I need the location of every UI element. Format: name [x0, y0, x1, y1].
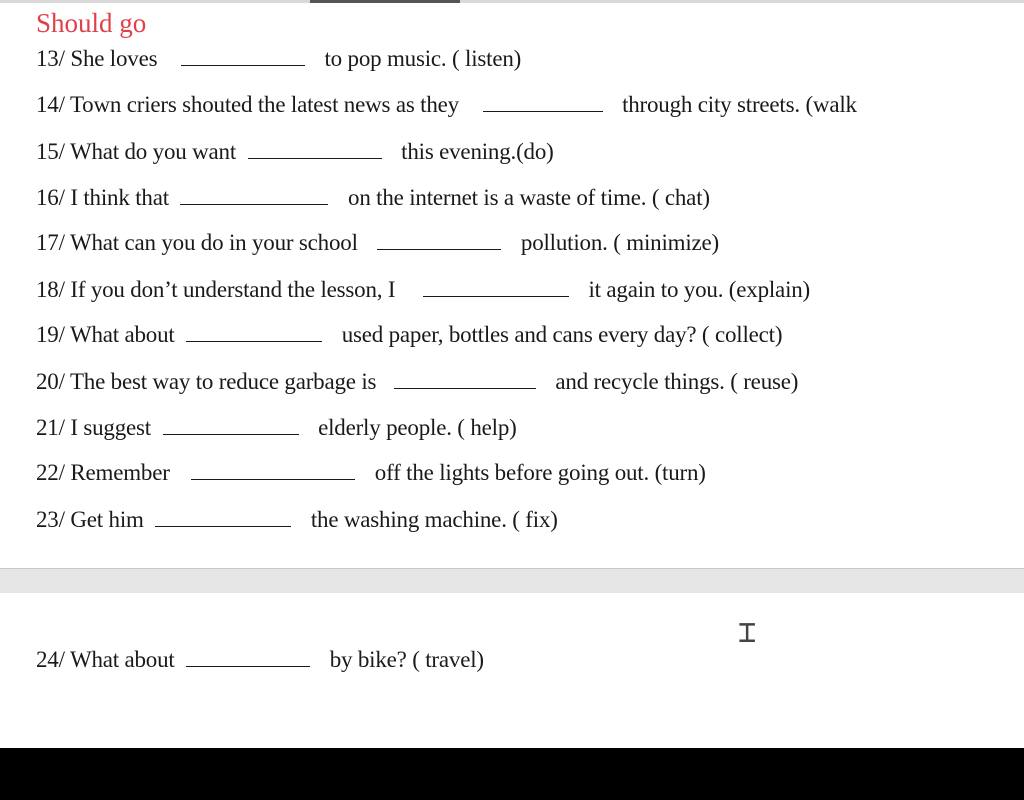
item-number: 23/ — [36, 507, 65, 532]
item-text-before: Town criers shouted the latest news as they — [69, 92, 459, 117]
item-text-before: Get him — [70, 507, 144, 532]
item-number: 15/ — [36, 139, 65, 164]
item-text-before: What can you do in your school — [69, 230, 358, 255]
text-cursor-icon: ⌶ — [738, 615, 757, 650]
exercise-item-14 — [36, 92, 857, 118]
exercise-item-15 — [36, 139, 554, 165]
exercise-item-16 — [36, 185, 710, 211]
item-text-after: pollution. ( minimize) — [520, 230, 719, 255]
answer-blank[interactable] — [181, 47, 305, 66]
answer-blank[interactable] — [186, 323, 322, 342]
item-number: 19/ — [36, 322, 65, 347]
item-text-before: What about — [69, 647, 175, 672]
exercise-item-19 — [36, 322, 782, 348]
answer-blank[interactable] — [248, 140, 382, 159]
item-text-after: elderly people. ( help) — [318, 415, 517, 440]
item-number: 24/ — [36, 647, 65, 672]
item-number: 17/ — [36, 230, 65, 255]
item-text-before: What do you want — [69, 139, 237, 164]
answer-blank[interactable] — [377, 231, 501, 250]
letterbox-bar — [0, 748, 1024, 800]
item-text-after: on the internet is a waste of time. ( chat) — [348, 185, 710, 210]
item-number: 20/ — [36, 369, 65, 394]
item-text-after: off the lights before going out. (turn) — [374, 460, 706, 485]
item-text-after: to pop music. ( listen) — [324, 46, 522, 71]
answer-blank[interactable] — [163, 416, 299, 435]
exercise-item-13 — [36, 46, 521, 72]
item-text-after: by bike? ( travel) — [329, 647, 484, 672]
exercise-item-17 — [36, 230, 719, 256]
item-text-after: the washing machine. ( fix) — [310, 507, 558, 532]
answer-blank[interactable] — [186, 648, 310, 667]
page-break-gap — [0, 568, 1024, 594]
answer-blank[interactable] — [180, 186, 328, 205]
page-top-divider-segment — [310, 0, 460, 3]
exercise-item-21 — [36, 415, 517, 441]
answer-blank[interactable] — [394, 370, 536, 389]
item-text-before: She loves — [70, 46, 158, 71]
document-heading: Should go — [36, 8, 147, 38]
item-number: 18/ — [36, 277, 65, 302]
item-text-before: I think that — [70, 185, 169, 210]
document-page-2 — [0, 593, 1024, 747]
exercise-item-20 — [36, 369, 798, 395]
item-text-after: through city streets. (walk — [622, 92, 857, 117]
exercise-item-24 — [36, 647, 484, 673]
answer-blank[interactable] — [155, 508, 291, 527]
item-text-after: and recycle things. ( reuse) — [555, 369, 799, 394]
item-text-after: it again to you. (explain) — [588, 277, 811, 302]
item-number: 14/ — [36, 92, 65, 117]
item-number: 22/ — [36, 460, 65, 485]
item-text-before: Remember — [70, 460, 170, 485]
answer-blank[interactable] — [483, 93, 603, 112]
item-text-before: If you don’t understand the lesson, I — [70, 277, 396, 302]
exercise-item-22 — [36, 460, 706, 486]
item-text-before: What about — [69, 322, 175, 347]
answer-blank[interactable] — [191, 461, 355, 480]
item-text-before: I suggest — [70, 415, 151, 440]
page-top-divider — [0, 0, 1024, 3]
item-text-after: this evening.(do) — [401, 139, 554, 164]
item-number: 16/ — [36, 185, 65, 210]
item-text-after: used paper, bottles and cans every day? ( collect) — [341, 322, 783, 347]
item-number: 21/ — [36, 415, 65, 440]
exercise-item-18 — [36, 277, 810, 303]
item-number: 13/ — [36, 46, 65, 71]
item-text-before: The best way to reduce garbage is — [69, 369, 377, 394]
answer-blank[interactable] — [423, 278, 569, 297]
exercise-item-23 — [36, 507, 558, 533]
